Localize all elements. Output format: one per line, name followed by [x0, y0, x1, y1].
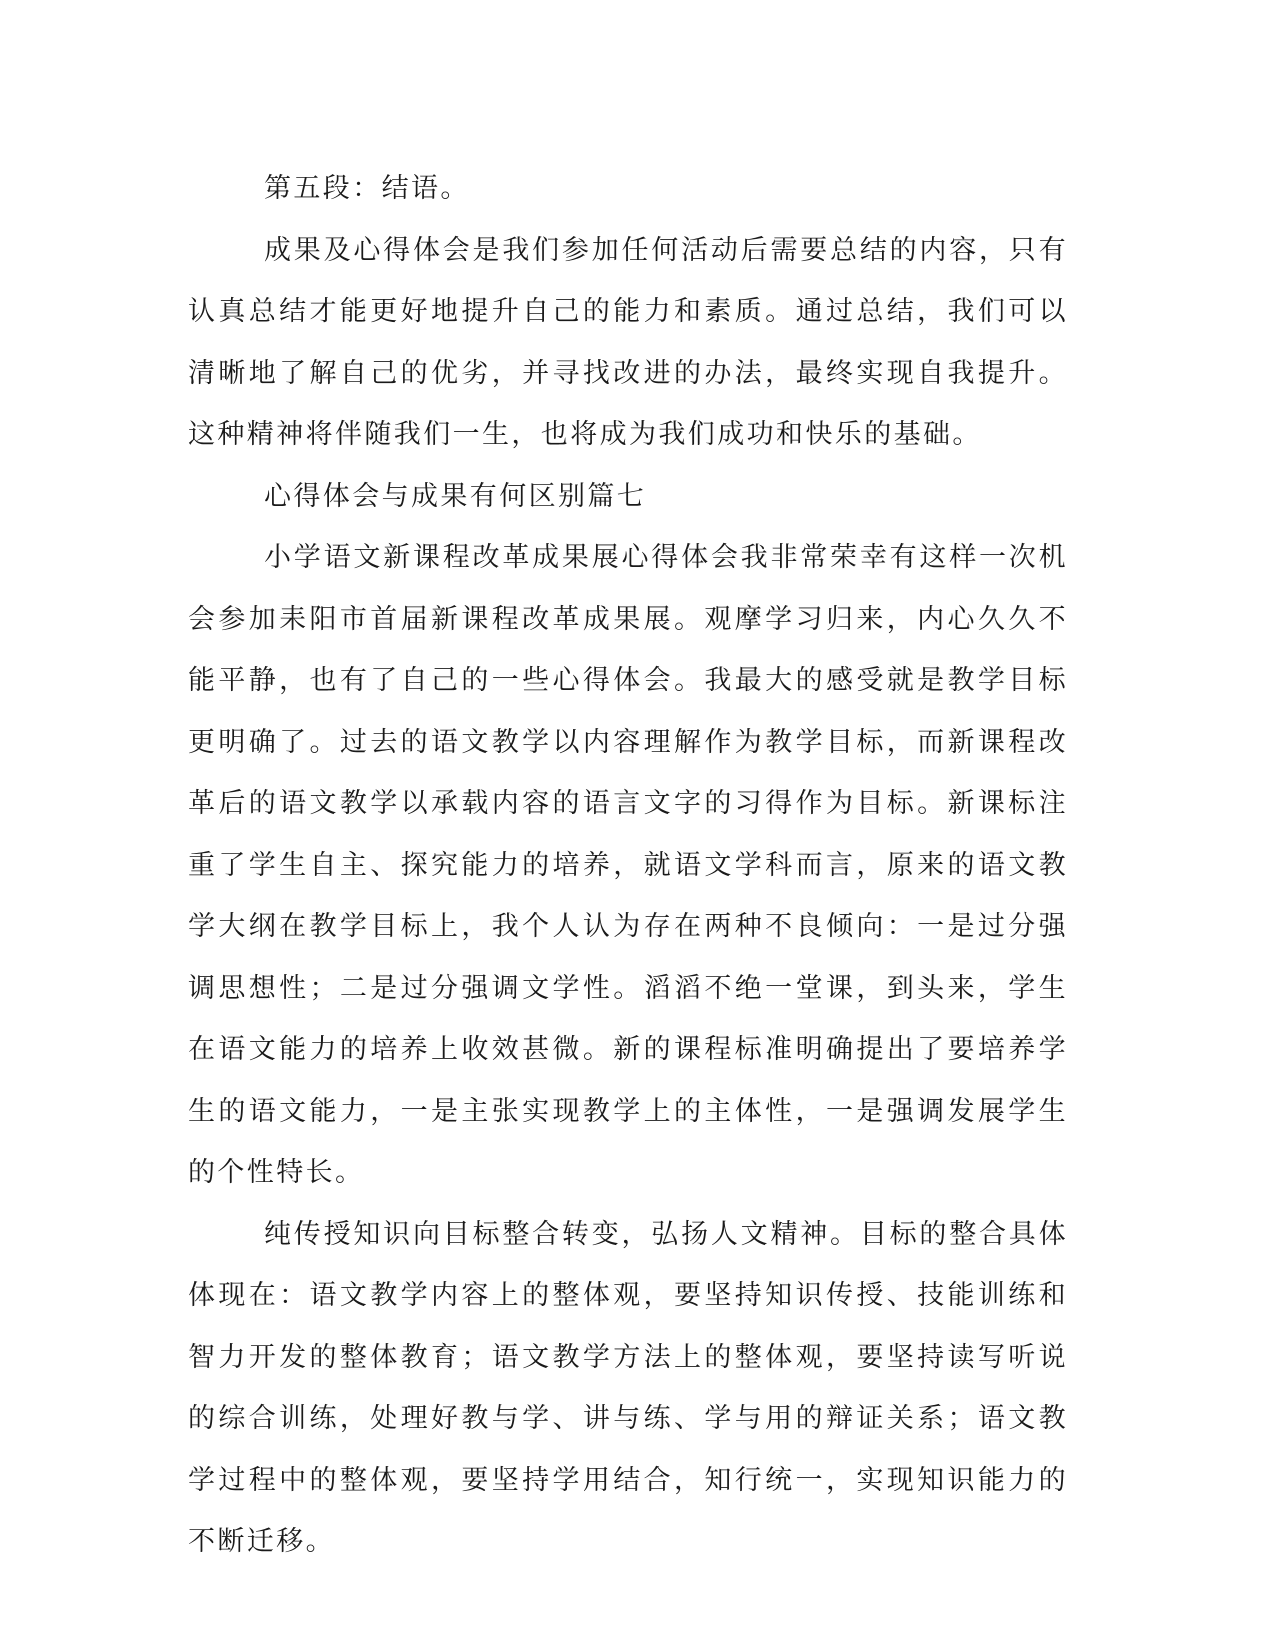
paragraph-conclusion-body: 成果及心得体会是我们参加任何活动后需要总结的内容，只有认真总结才能更好地提升自己的能力和素质。通过总结，我们可以清晰地了解自己的优劣，并寻找改进的办法，最终实现自我提升。这种精神将伴随我们一生，也将成为我们成功和快乐的基础。: [188, 234, 1068, 450]
paragraph-reform-experience: 小学语文新课程改革成果展心得体会我非常荣幸有这样一次机会参加耒阳市首届新课程改革成果展。观摩学习归来，内心久久不能平静，也有了自己的一些心得体会。我最大的感受就是教学目标更明确了。过去的语文教学以内容理解作为教学目标，而新课程改革后的语文教学以承载内容的语言文字的习得作为目标。新课标注重了学生自主、探究能力的培养，就语文学科而言，原来的语文教学大纲在教学目标上，我个人认为存在两种不良倾向：一是过分强调思想性；二是过分强调文学性。滔滔不绝一堂课，到头来，学生在语文能力的培养上收效甚微。新的课程标准明确提出了要培养学生的语文能力，一是主张实现教学上的主体性，一是强调发展学生的个性特长。: [188, 542, 1068, 1188]
paragraph-conclusion-heading: 第五段：结语。: [264, 173, 470, 204]
section-heading: 心得体会与成果有何区别篇七: [264, 480, 647, 512]
paragraph-goal-integration: 纯传授知识向目标整合转变，弘扬人文精神。目标的整合具体体现在：语文教学内容上的整体观，要坚持知识传授、技能训练和智力开发的整体教育；语文教学方法上的整体观，要坚持读写听说的综合训练，处理好教与学、讲与练、学与用的辩证关系；语文教学过程中的整体观，要坚持学用结合，知行统一，实现知识能力的不断迁移。: [188, 1218, 1068, 1557]
document-body: [188, 158, 1068, 1573]
